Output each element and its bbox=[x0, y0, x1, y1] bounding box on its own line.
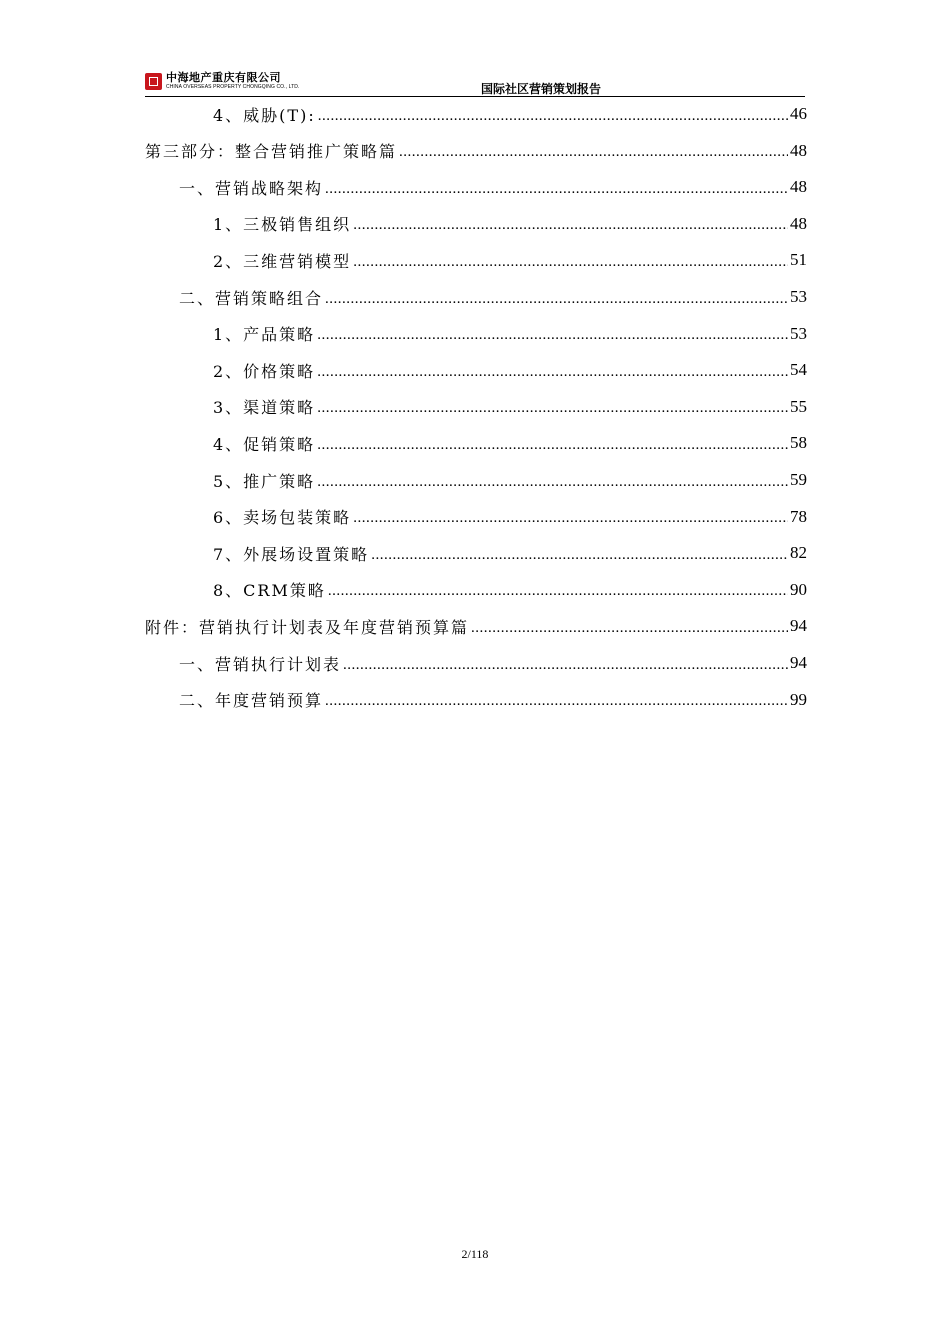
toc-entry[interactable] bbox=[145, 96, 807, 132]
toc-entry-label: 8、CRM策略 bbox=[213, 581, 326, 601]
toc-leader-dots bbox=[325, 291, 788, 308]
toc-entry-page: 53 bbox=[790, 323, 807, 343]
toc-entry-label: 4、促销策略 bbox=[213, 434, 316, 454]
toc-leader-dots bbox=[353, 254, 788, 271]
toc-entry-label: 3、渠道策略 bbox=[213, 398, 316, 418]
toc-entry[interactable] bbox=[145, 389, 807, 425]
toc-entry[interactable] bbox=[145, 316, 807, 352]
toc-leader-dots bbox=[325, 693, 788, 710]
toc-leader-dots bbox=[317, 327, 788, 344]
toc-entry[interactable] bbox=[145, 645, 807, 681]
toc-entry[interactable] bbox=[145, 462, 807, 498]
toc-entry-page: 53 bbox=[790, 287, 807, 306]
toc-entry[interactable] bbox=[145, 425, 807, 461]
toc-entry-page: 59 bbox=[790, 470, 807, 489]
toc-entry-label: 一、营销战略架构 bbox=[179, 178, 324, 198]
company-name-en: CHINA OVERSEAS PROPERTY CHONGQING CO., LTD. bbox=[166, 84, 300, 90]
toc-leader-dots bbox=[353, 510, 788, 527]
toc-entry-page: 90 bbox=[790, 579, 807, 599]
toc-entry[interactable] bbox=[145, 352, 807, 388]
page-number: 2/118 bbox=[461, 1247, 489, 1261]
toc-entry-page: 46 bbox=[790, 104, 807, 123]
page-header bbox=[145, 68, 805, 97]
toc-entry-page: 48 bbox=[790, 213, 807, 233]
toc-leader-dots bbox=[318, 108, 788, 125]
toc-entry-label: 二、营销策略组合 bbox=[179, 288, 324, 308]
toc-entry[interactable] bbox=[145, 133, 807, 169]
toc-leader-dots bbox=[317, 437, 788, 454]
toc-entry-page: 48 bbox=[790, 177, 807, 197]
toc-leader-dots bbox=[317, 474, 788, 491]
toc-entry-label: 1、三极销售组织 bbox=[213, 215, 352, 235]
toc-leader-dots bbox=[328, 583, 788, 600]
toc-entry-label: 2、三维营销模型 bbox=[213, 251, 352, 271]
toc-entry[interactable] bbox=[145, 169, 807, 205]
toc-entry[interactable] bbox=[145, 279, 807, 315]
toc-entry-label: 7、外展场设置策略 bbox=[213, 544, 370, 564]
toc-entry-label: 2、价格策略 bbox=[213, 361, 316, 381]
toc-entry[interactable] bbox=[145, 682, 807, 718]
toc-entry[interactable] bbox=[145, 242, 807, 278]
toc-entry-label: 4、威胁(T): bbox=[213, 105, 316, 125]
toc-entry-page: 54 bbox=[790, 360, 807, 380]
toc-leader-dots bbox=[317, 400, 788, 417]
toc-leader-dots bbox=[343, 657, 788, 674]
toc-entry-label: 第三部分：整合营销推广策略篇 bbox=[145, 142, 398, 162]
company-name-cn: 中海地产重庆有限公司 bbox=[166, 71, 281, 84]
toc-entry-page: 78 bbox=[790, 506, 807, 526]
toc-entry-page: 55 bbox=[790, 396, 807, 416]
toc-leader-dots bbox=[399, 144, 788, 161]
toc-leader-dots bbox=[317, 364, 788, 381]
toc-entry[interactable] bbox=[145, 608, 807, 644]
toc-entry-page: 48 bbox=[790, 140, 807, 160]
toc-entry[interactable] bbox=[145, 535, 807, 571]
toc-entry-page: 94 bbox=[790, 616, 807, 636]
toc-entry-label: 一、营销执行计划表 bbox=[179, 654, 342, 674]
logo-mark-icon bbox=[145, 73, 162, 90]
toc-entry-page: 82 bbox=[790, 543, 807, 563]
toc-entry-label: 5、推广策略 bbox=[213, 471, 316, 491]
toc-leader-dots bbox=[353, 217, 788, 234]
toc-entry-page: 99 bbox=[790, 689, 807, 709]
company-logo bbox=[145, 68, 300, 94]
toc-leader-dots bbox=[371, 547, 788, 564]
toc-entry-page: 51 bbox=[790, 250, 807, 270]
toc-entry[interactable] bbox=[145, 206, 807, 242]
toc-entry-label: 6、卖场包装策略 bbox=[213, 508, 352, 528]
toc-leader-dots bbox=[471, 620, 788, 637]
toc-entry-label: 1、产品策略 bbox=[213, 325, 316, 345]
toc-leader-dots bbox=[325, 181, 788, 198]
toc-entry[interactable] bbox=[145, 572, 807, 608]
toc-entry[interactable] bbox=[145, 499, 807, 535]
report-title: 国际社区营销策划报告 bbox=[481, 82, 602, 96]
toc-entry-label: 二、年度营销预算 bbox=[179, 691, 324, 711]
toc-entry-page: 58 bbox=[790, 433, 807, 453]
toc-entry-label: 附件：营销执行计划表及年度营销预算篇 bbox=[145, 617, 470, 637]
toc-entry-page: 94 bbox=[790, 653, 807, 672]
